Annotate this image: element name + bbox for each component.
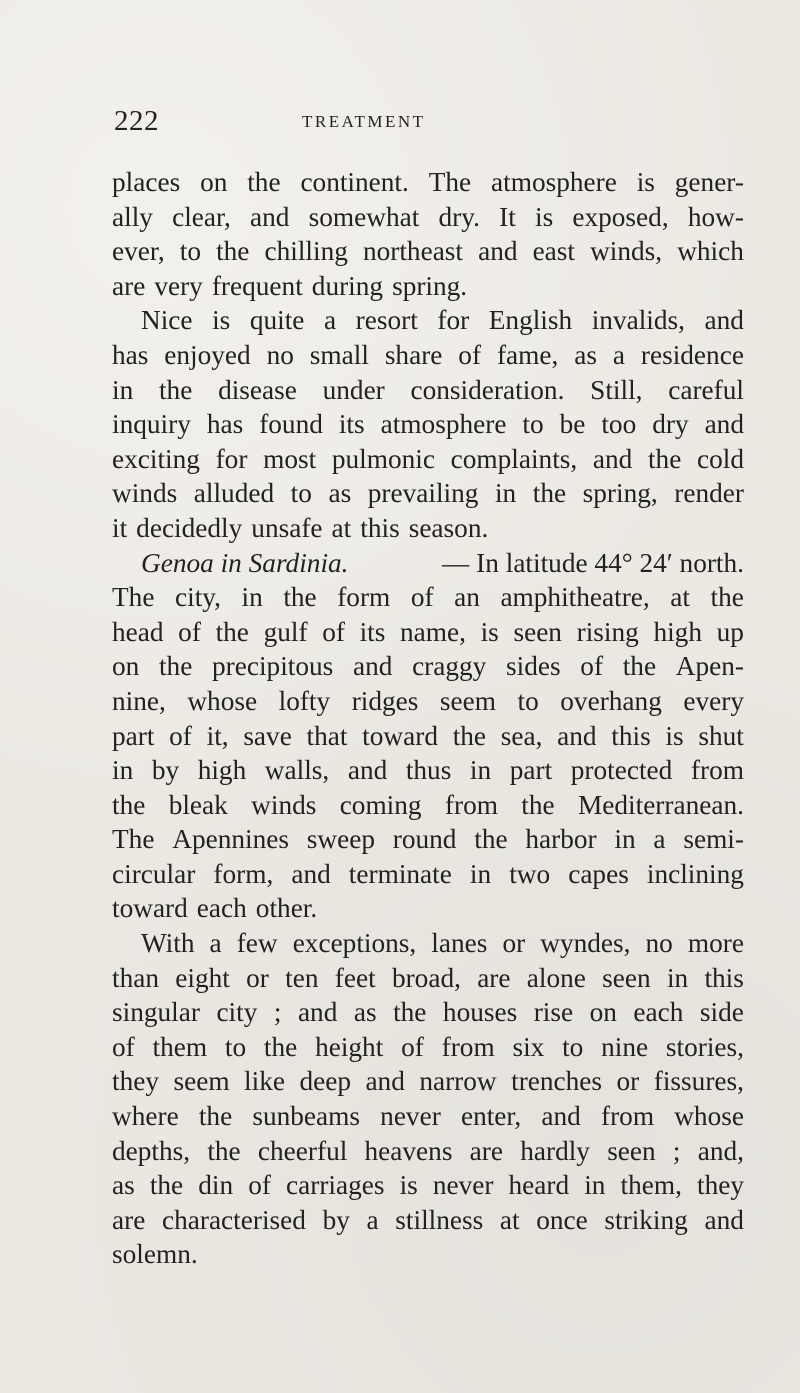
word: to — [517, 685, 539, 716]
word: singular — [112, 997, 200, 1028]
word: or — [616, 1066, 640, 1097]
word: sunbeams — [252, 1101, 361, 1132]
text-line — [112, 407, 744, 442]
section-lead-rest: — In latitude 44° 24′ north. — [442, 547, 744, 578]
text-line — [112, 1237, 744, 1272]
word: seen — [602, 962, 651, 993]
word: part — [112, 720, 155, 751]
word: never — [380, 1101, 441, 1132]
word: and — [541, 1101, 581, 1132]
word: ; — [672, 1135, 681, 1166]
word: rise — [533, 997, 574, 1028]
word: nine — [601, 1031, 649, 1062]
word: of — [322, 616, 345, 647]
word: somewhat — [308, 201, 420, 232]
text-line — [112, 684, 744, 719]
word: stillness — [395, 1204, 484, 1235]
word: precipitous — [212, 651, 334, 682]
text-line — [112, 615, 744, 650]
word: atmosphere — [380, 409, 507, 440]
word: has — [206, 409, 244, 440]
word: from — [441, 1031, 495, 1062]
word: too — [601, 409, 637, 440]
section-lead: Genoa in Sardinia. — [141, 547, 349, 578]
word: exciting — [112, 443, 200, 474]
word: whose — [674, 1101, 744, 1132]
word: exposed, — [572, 201, 669, 232]
word: and, — [697, 1135, 744, 1166]
word: an — [454, 582, 480, 613]
word: depths, — [112, 1135, 191, 1166]
word: or — [502, 928, 526, 959]
word: inclining — [646, 858, 744, 889]
word: once — [536, 1204, 588, 1235]
word: shut — [698, 720, 744, 751]
word: broad, — [391, 962, 461, 993]
word: stories, — [665, 1031, 744, 1062]
word: and — [365, 1066, 405, 1097]
text-line — [112, 1099, 744, 1134]
word: this — [704, 962, 744, 993]
running-head — [0, 105, 800, 145]
text-line — [112, 857, 744, 892]
text-line — [112, 1134, 744, 1169]
word: sweep — [306, 824, 375, 855]
word: the — [112, 789, 146, 820]
word: thus — [405, 755, 452, 786]
word: in — [241, 582, 263, 613]
word: to — [290, 478, 312, 509]
word: gener- — [674, 167, 744, 197]
word: for — [215, 443, 248, 474]
word: deep — [299, 1066, 351, 1097]
word: disease — [218, 374, 297, 405]
word: from — [444, 789, 498, 820]
word: the — [283, 582, 317, 613]
word: few — [236, 928, 278, 959]
word: quite — [249, 305, 305, 336]
word: on — [112, 651, 140, 682]
word: of — [580, 651, 604, 682]
word: residence — [640, 339, 744, 370]
line-text: solemn. — [112, 1239, 198, 1270]
word: cheerful — [257, 1135, 348, 1166]
text-line — [112, 788, 744, 823]
word: is — [480, 616, 499, 647]
word: The — [112, 824, 155, 855]
word: them, — [620, 1170, 682, 1201]
word: the — [532, 478, 567, 509]
text-line — [112, 546, 744, 581]
text-line — [112, 580, 744, 615]
word: With — [141, 928, 195, 959]
text-line — [112, 442, 744, 477]
text-line — [112, 200, 744, 235]
word: consideration. — [410, 374, 565, 405]
word: city — [216, 997, 258, 1028]
word: ever, — [112, 236, 165, 267]
word: high — [653, 616, 702, 647]
word: din — [198, 1170, 234, 1201]
word: save — [243, 720, 292, 751]
text-line — [112, 511, 744, 546]
word: whose — [187, 685, 258, 716]
word: terminate — [348, 858, 452, 889]
word: exceptions, — [292, 928, 417, 959]
word: to — [562, 1031, 584, 1062]
word: walls, — [264, 755, 330, 786]
word: and — [297, 997, 338, 1028]
word: in — [469, 755, 492, 786]
word: Still, — [590, 374, 643, 405]
word: semi- — [683, 824, 744, 855]
word: dry — [652, 409, 689, 440]
word: six — [512, 1031, 545, 1062]
word: spring, — [582, 478, 658, 509]
word: atmosphere — [491, 167, 617, 197]
word: as — [112, 1170, 135, 1201]
word: toward — [362, 720, 438, 751]
word: has — [112, 339, 149, 370]
word: and — [352, 651, 393, 682]
word: the — [158, 651, 193, 682]
word: enjoyed — [164, 339, 251, 370]
word: seen — [607, 1135, 656, 1166]
paragraph-3 — [112, 546, 744, 927]
text-line — [112, 822, 744, 857]
word: never — [432, 1170, 494, 1201]
word: the — [158, 374, 193, 405]
word: in — [584, 1170, 606, 1201]
word: name, — [400, 616, 466, 647]
word: every — [683, 685, 744, 716]
word: heavens — [364, 1135, 453, 1166]
word: ; — [273, 997, 282, 1028]
word: sides — [506, 651, 561, 682]
word: more — [687, 928, 744, 959]
word: fame, — [496, 339, 559, 370]
word: alluded — [193, 478, 275, 509]
page-number: 222 — [114, 105, 159, 137]
word: continent. — [300, 167, 409, 197]
word: the — [452, 720, 487, 751]
word: ally — [112, 201, 153, 232]
word: a — [323, 305, 337, 336]
word: winds — [112, 478, 178, 509]
word: It — [499, 201, 516, 232]
word: coming — [339, 789, 422, 820]
word: northeast — [362, 236, 464, 267]
word: up — [716, 616, 744, 647]
word: a — [653, 824, 666, 855]
word: clear, — [172, 201, 231, 232]
word: carriages — [286, 1170, 385, 1201]
word: east — [532, 236, 576, 267]
text-line — [112, 891, 744, 926]
word: small — [309, 339, 369, 370]
word: alone — [526, 962, 586, 993]
word: the — [149, 1170, 184, 1201]
word: chilling — [264, 236, 348, 267]
word: a — [209, 928, 222, 959]
word: striking — [604, 1204, 688, 1235]
word: its — [359, 616, 386, 647]
word: and — [592, 443, 633, 474]
text-line — [112, 303, 744, 338]
word: is — [636, 167, 655, 197]
word: height — [315, 1031, 384, 1062]
word: is — [534, 201, 554, 232]
word: nine, — [112, 685, 166, 716]
word: the — [207, 1135, 241, 1166]
word: on — [589, 997, 617, 1028]
line-text: are very frequent during spring. — [112, 270, 468, 301]
word: rising — [576, 616, 639, 647]
word: are — [477, 962, 511, 993]
text-line — [112, 338, 744, 373]
word: the — [215, 616, 249, 647]
word: and — [704, 409, 744, 440]
word: under — [322, 374, 385, 405]
text-line — [112, 269, 744, 304]
text-line — [112, 926, 744, 961]
word: English — [488, 305, 573, 336]
word: at — [499, 1204, 520, 1235]
word: dry. — [438, 201, 480, 232]
text-line — [112, 961, 744, 996]
word: the — [710, 582, 744, 613]
word: at — [670, 582, 690, 613]
word: complaints, — [450, 443, 578, 474]
text-line — [112, 1168, 744, 1203]
word: places — [112, 167, 181, 197]
word: feet — [334, 962, 376, 993]
word: from — [690, 755, 744, 786]
word: sea, — [500, 720, 543, 751]
word: seen — [513, 616, 562, 647]
word: lofty — [278, 685, 331, 716]
word: seem — [173, 1066, 230, 1097]
word: a — [612, 339, 625, 370]
line-text: it decidedly unsafe at this season. — [112, 512, 489, 543]
word: no — [266, 339, 294, 370]
word: they — [112, 1066, 159, 1097]
word: cold — [696, 443, 744, 474]
word: than — [112, 962, 159, 993]
word: The — [112, 582, 155, 613]
text-line — [112, 1064, 744, 1099]
word: and — [250, 201, 290, 232]
word: and — [704, 1204, 744, 1235]
word: is — [399, 1170, 418, 1201]
word: which — [677, 236, 744, 267]
word: protected — [570, 755, 673, 786]
word: seem — [439, 685, 497, 716]
word: resort — [355, 305, 418, 336]
word: circular — [112, 858, 196, 889]
word: it, — [206, 720, 229, 751]
text-line — [112, 234, 744, 269]
word: gulf — [263, 616, 308, 647]
word: render — [674, 478, 744, 509]
word: they — [696, 1170, 744, 1201]
word: winds — [251, 789, 317, 820]
word: pulmonic — [331, 443, 435, 474]
word: harbor — [525, 824, 597, 855]
word: side — [699, 997, 744, 1028]
word: winds, — [590, 236, 663, 267]
word: to — [224, 1031, 247, 1062]
word: in — [112, 374, 134, 405]
line-text: toward each other. — [112, 893, 318, 924]
word: enter, — [460, 1101, 522, 1132]
word: of — [178, 616, 201, 647]
word: inquiry — [112, 409, 191, 440]
word: in — [614, 824, 636, 855]
word: houses — [442, 997, 518, 1028]
word: form, — [213, 858, 274, 889]
word: where — [112, 1101, 179, 1132]
word: invalids, — [591, 305, 685, 336]
word: is — [665, 720, 684, 751]
word: fissures, — [653, 1066, 744, 1097]
word: be — [559, 409, 586, 440]
word: them — [152, 1031, 208, 1062]
word: how- — [687, 201, 744, 232]
word: high — [197, 755, 247, 786]
text-line — [112, 753, 744, 788]
word: that — [306, 720, 348, 751]
word: found — [259, 409, 323, 440]
text-line — [112, 165, 744, 200]
word: prevailing — [367, 478, 479, 509]
word: to — [179, 236, 201, 267]
word: lanes — [431, 928, 488, 959]
word: are — [469, 1135, 503, 1166]
word: heard — [508, 1170, 570, 1201]
paragraph-4 — [112, 926, 744, 1272]
text-line — [112, 1203, 744, 1238]
word: a — [366, 1204, 379, 1235]
paragraph-2 — [112, 303, 744, 545]
word: form — [337, 582, 391, 613]
word: is — [212, 305, 231, 336]
word: its — [338, 409, 365, 440]
word: and — [291, 858, 331, 889]
word: and — [478, 236, 518, 267]
word: from — [600, 1101, 655, 1132]
word: of — [169, 720, 192, 751]
running-title: TREATMENT — [302, 112, 426, 131]
word: in — [469, 858, 492, 889]
word: are — [112, 1204, 146, 1235]
word: of — [401, 1031, 424, 1062]
word: careful — [668, 374, 744, 405]
word: Apen- — [675, 651, 744, 682]
word: the — [521, 789, 555, 820]
word: craggy — [412, 651, 487, 682]
word: amphitheatre, — [500, 582, 650, 613]
text-line — [112, 1030, 744, 1065]
word: each — [633, 997, 684, 1028]
word: and — [704, 305, 744, 336]
paragraph-1 — [112, 165, 744, 303]
word: bleak — [168, 789, 228, 820]
word: like — [244, 1066, 285, 1097]
text-line — [112, 373, 744, 408]
word: characterised — [161, 1204, 306, 1235]
word: to — [522, 409, 544, 440]
word: part — [509, 755, 553, 786]
word: city, — [175, 582, 221, 613]
word: The — [428, 167, 472, 197]
word: the — [216, 236, 250, 267]
word: most — [263, 443, 317, 474]
word: in — [666, 962, 689, 993]
word: head — [112, 616, 164, 647]
word: this — [611, 720, 651, 751]
word: by — [151, 755, 180, 786]
word: narrow — [419, 1066, 497, 1097]
text-line — [112, 649, 744, 684]
word: Mediterranean. — [577, 789, 744, 820]
word: overhang — [560, 685, 662, 716]
word: by — [322, 1204, 350, 1235]
word: of — [458, 339, 482, 370]
word: the — [198, 1101, 233, 1132]
word: as — [353, 997, 377, 1028]
word: for — [437, 305, 470, 336]
word: the — [393, 997, 427, 1028]
word: capes — [568, 858, 629, 889]
body-text — [112, 165, 744, 1272]
word: and — [557, 720, 597, 751]
word: of — [410, 582, 434, 613]
text-line — [112, 719, 744, 754]
text-line — [112, 476, 744, 511]
word: the — [247, 167, 281, 197]
word: eight — [175, 962, 230, 993]
text-line — [112, 995, 744, 1030]
word: share — [384, 339, 443, 370]
word: Apennines — [172, 824, 289, 855]
word: no — [645, 928, 673, 959]
word: wyndes, — [540, 928, 631, 959]
word: trenches — [511, 1066, 603, 1097]
word: as — [574, 339, 597, 370]
word: the — [647, 443, 682, 474]
word: and — [347, 755, 388, 786]
word: as — [328, 478, 352, 509]
word: of — [248, 1170, 271, 1201]
word: in — [112, 755, 134, 786]
word: on — [200, 167, 228, 197]
word: two — [509, 858, 551, 889]
word: ten — [285, 962, 319, 993]
word: ridges — [351, 685, 419, 716]
word: the — [263, 1031, 298, 1062]
word: the — [474, 824, 508, 855]
word: or — [246, 962, 269, 993]
word: of — [112, 1031, 135, 1062]
word: Nice — [141, 305, 193, 336]
word: hardly — [520, 1135, 590, 1166]
word: the — [622, 651, 657, 682]
word: in — [494, 478, 517, 509]
word: round — [392, 824, 457, 855]
